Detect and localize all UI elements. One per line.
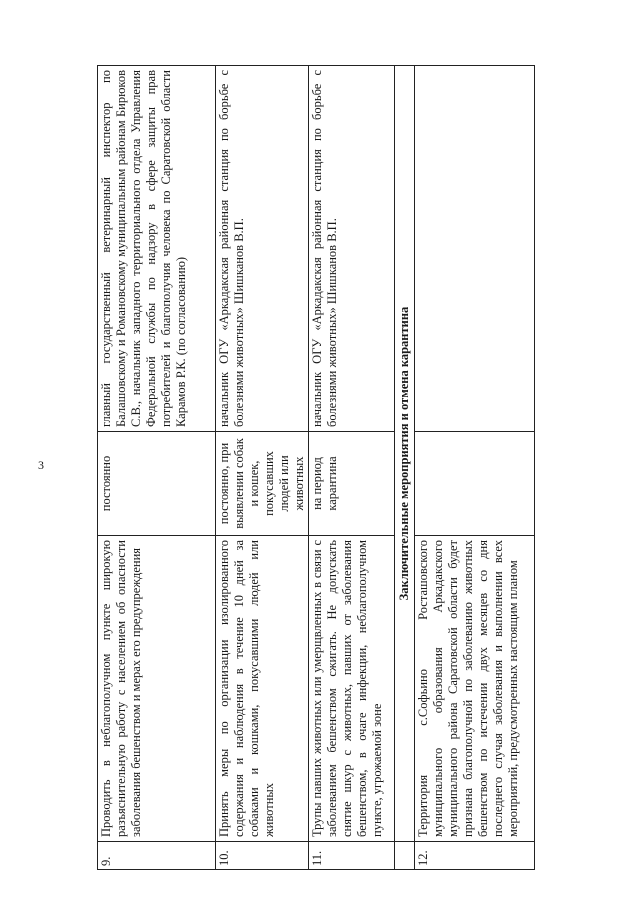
row-number: 10. xyxy=(216,842,309,870)
plan-table xyxy=(97,65,535,870)
table-row xyxy=(98,66,216,870)
table-row xyxy=(415,66,535,870)
empty-cell xyxy=(415,432,535,536)
responsible-cell: главный государственный ветеринарный инспектор по Балашовскому и Романовскому муниципальным районам Бирюков С.В., начальник западного территориального отдела Управления Федеральной службы по надзору в сфере защиты прав потребителей и благополучия человека по Саратовской области Карамов Р.К. (по согласованию) xyxy=(98,66,216,432)
rotated-page-content xyxy=(97,66,531,870)
row-number: 11. xyxy=(309,842,395,870)
section-title: Заключительные мероприятия и отмена карантина xyxy=(395,66,415,842)
action-cell: Трупы павших животных или умерщвленных в связи с заболеванием бешенством сжигать. Не допускать снятие шкур с животных, павших от заболевания бешенством, в очаге инфекции, неблагополучном пункте, угрожаемой зоне xyxy=(309,536,395,842)
final-text-cell: Территория с.Софьино Росташовского муниципального образования Аркадакского муниципального района Саратовской области будет признана благополучной по заболеванию животных бешенством по истечении двух месяцев со дня последнего случая заболевания и выполнении всех мероприятий, предусмотренных настоящим планом xyxy=(415,536,535,842)
section-row xyxy=(395,66,415,870)
responsible-cell: начальник ОГУ «Аркадакская районная станция по борьбе с болезнями животных» Шишканов В.П. xyxy=(309,66,395,432)
term-cell: постоянно xyxy=(98,432,216,536)
action-cell: Принять меры по организации изолированного содержания и наблюдения в течение 10 дней за собаками и кошками, покусавшими людей или животных xyxy=(216,536,309,842)
page-number: 3 xyxy=(38,458,44,472)
table-row xyxy=(309,66,395,870)
empty-cell xyxy=(415,66,535,432)
row-number: 9. xyxy=(98,842,216,870)
term-cell: на период карантина xyxy=(309,432,395,536)
responsible-cell: начальник ОГУ «Аркадакская районная станция по борьбе с болезнями животных» Шишканов В.П. xyxy=(216,66,309,432)
term-cell: постоянно, при выявлении собак и кошек, покусавших людей или животных xyxy=(216,432,309,536)
action-cell: Проводить в неблагополучном пункте широкую разъяснительную работу с населением об опасности заболевания бешенством и мерах его предупреждения xyxy=(98,536,216,842)
table-row xyxy=(216,66,309,870)
section-blank-cell xyxy=(395,842,415,870)
row-number: 12. xyxy=(415,842,535,870)
